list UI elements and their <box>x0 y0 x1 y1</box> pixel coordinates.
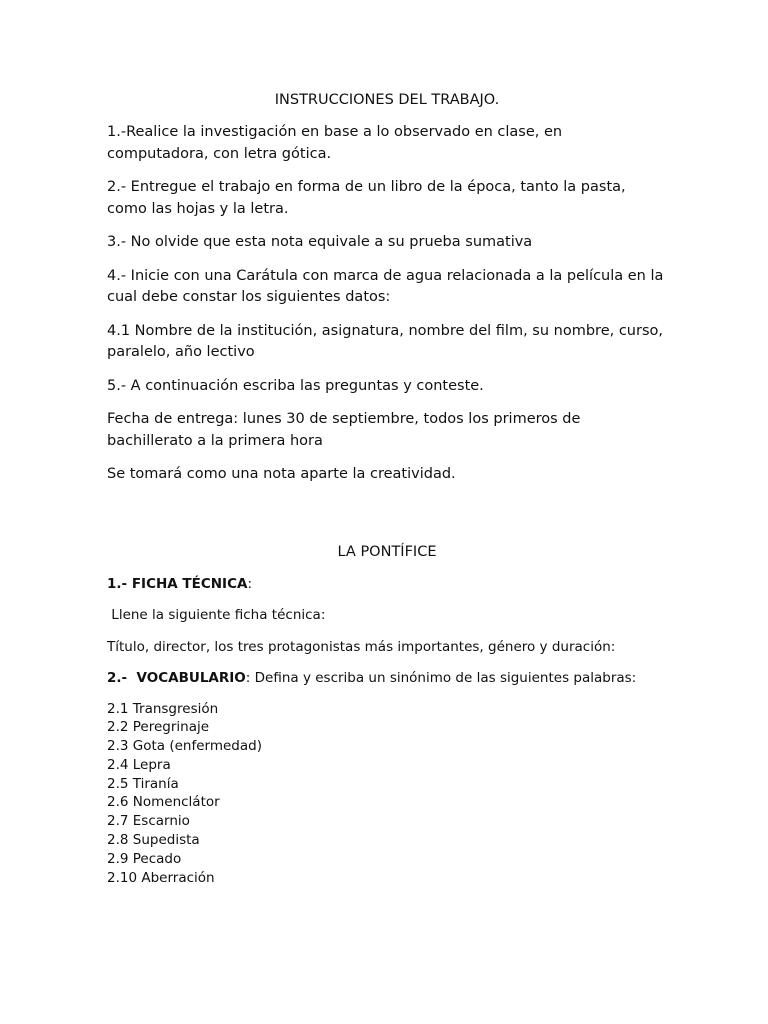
ficha-line-2: Título, director, los tres protagonistas más importantes, género y duración: <box>107 638 616 655</box>
list-item: 2.1 Transgresión <box>107 700 219 717</box>
section-spacer <box>107 498 667 541</box>
ficha-heading <box>107 574 667 594</box>
document-content <box>107 89 667 887</box>
due-date: Fecha de entrega: lunes 30 de septiembre, todos los primeros de bachillerato a la primera hora <box>107 411 581 449</box>
instruction-4-1: 4.1 Nombre de la institución, asignatura, nombre del film, su nombre, curso, paralelo, año lectivo <box>107 322 663 360</box>
list-item: 2.2 Peregrinaje <box>107 719 210 736</box>
page-title: INSTRUCCIONES DEL TRABAJO. <box>274 92 500 108</box>
list-item: 2.10 Aberración <box>107 869 215 886</box>
instruction-2: 2.- Entregue el trabajo en forma de un libro de la época, tanto la pasta, como las hojas y la letra. <box>107 179 626 217</box>
vocabulario-text: : Defina y escriba un sinónimo de las siguientes palabras: <box>245 670 637 686</box>
list-item: 2.7 Escarnio <box>107 813 190 830</box>
instruction-3: 3.- No olvide que esta nota equivale a su prueba sumativa <box>107 234 533 250</box>
list-item: 2.3 Gota (enfermedad) <box>107 738 262 755</box>
ficha-heading-suffix: : <box>247 575 253 592</box>
vocabulario-heading <box>107 668 667 688</box>
section-title: LA PONTÍFICE <box>337 543 437 560</box>
creativity-note: Se tomará como una nota aparte la creatividad. <box>107 466 456 482</box>
ficha-line-1: Llene la siguiente ficha técnica: <box>107 607 326 623</box>
instruction-5: 5.- A continuación escriba las preguntas y conteste. <box>107 377 484 394</box>
list-item: 2.4 Lepra <box>107 756 171 773</box>
list-item: 2.8 Supedista <box>107 832 200 849</box>
vocabulary-list <box>107 700 667 888</box>
list-item: 2.9 Pecado <box>107 850 182 867</box>
list-item: 2.5 Tiranía <box>107 775 179 792</box>
instruction-1: 1.-Realice la investigación en base a lo observado en clase, en computadora, con letra gótica. <box>107 124 563 162</box>
vocabulario-heading-label: VOCABULARIO <box>136 670 246 686</box>
instruction-4: 4.- Inicie con una Carátula con marca de agua relacionada a la película en la cual debe constar los siguientes datos: <box>107 267 664 305</box>
list-item: 2.6 Nomenclátor <box>107 794 220 811</box>
ficha-heading-label: 1.- FICHA TÉCNICA <box>107 575 248 592</box>
vocabulario-heading-num: 2.- <box>107 670 137 686</box>
